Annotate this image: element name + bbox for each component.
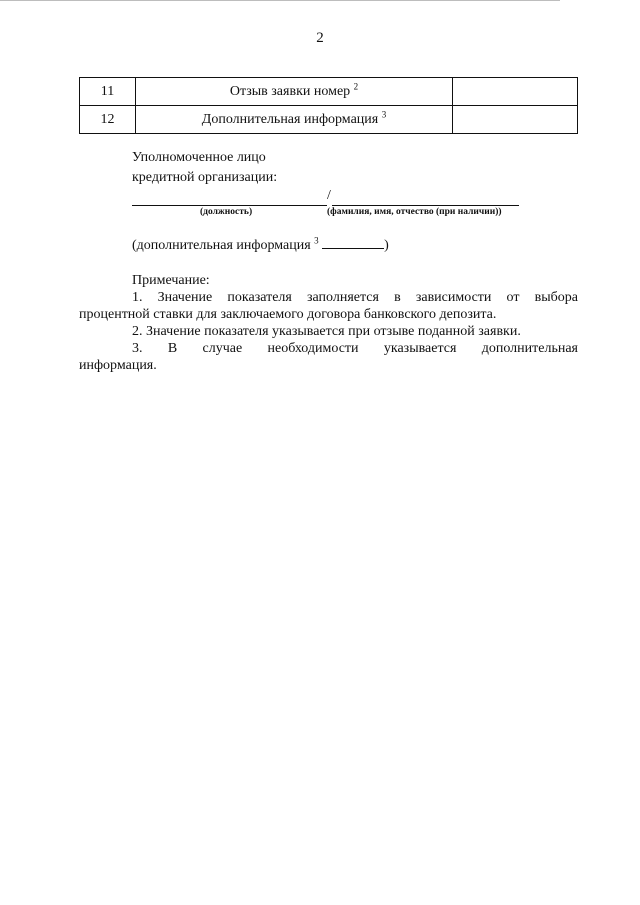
signatory-label-line2: кредитной организации: (132, 170, 278, 185)
notes-title: Примечание: (132, 273, 210, 288)
note-3-line-1: 3. В случае необходимости указывается дополнительная (132, 341, 578, 356)
row-value (453, 106, 578, 134)
note-3-line-2: информация. (79, 358, 157, 373)
table-row (80, 106, 578, 134)
row-value (453, 78, 578, 106)
note-2: 2. Значение показателя указывается при отзыве поданной заявки. (132, 324, 521, 339)
note-1-line-1: 1. Значение показателя заполняется в зависимости от выбора (132, 290, 578, 305)
additional-info-suffix: ) (384, 238, 389, 253)
row-name-text: Отзыв заявки номер (229, 83, 351, 99)
footnote-mark: 3 (314, 235, 319, 246)
additional-info-line (132, 236, 389, 254)
footnote-mark: 3 (381, 108, 387, 119)
name-signature-line (332, 205, 519, 206)
scan-edge-line (0, 0, 560, 1)
page-number: 2 (316, 30, 324, 46)
row-name-text: Дополнительная информация (201, 111, 379, 127)
indicators-table (79, 77, 578, 134)
position-caption: (должность) (200, 207, 253, 217)
table-row (80, 78, 578, 106)
additional-info-blank (322, 236, 384, 249)
row-name (136, 78, 453, 106)
signatory-label-line1: Уполномоченное лицо (132, 150, 266, 165)
additional-info-prefix: (дополнительная информация (132, 238, 311, 253)
signature-slash: / (327, 188, 331, 203)
footnote-mark: 2 (353, 80, 359, 91)
name-caption: (фамилия, имя, отчество (при наличии)) (327, 207, 502, 217)
row-number: 11 (80, 78, 136, 106)
position-signature-line (132, 205, 327, 206)
row-number: 12 (80, 106, 136, 134)
note-1-line-2: процентной ставки для заключаемого договора банковского депозита. (79, 307, 497, 322)
row-name (136, 106, 453, 134)
